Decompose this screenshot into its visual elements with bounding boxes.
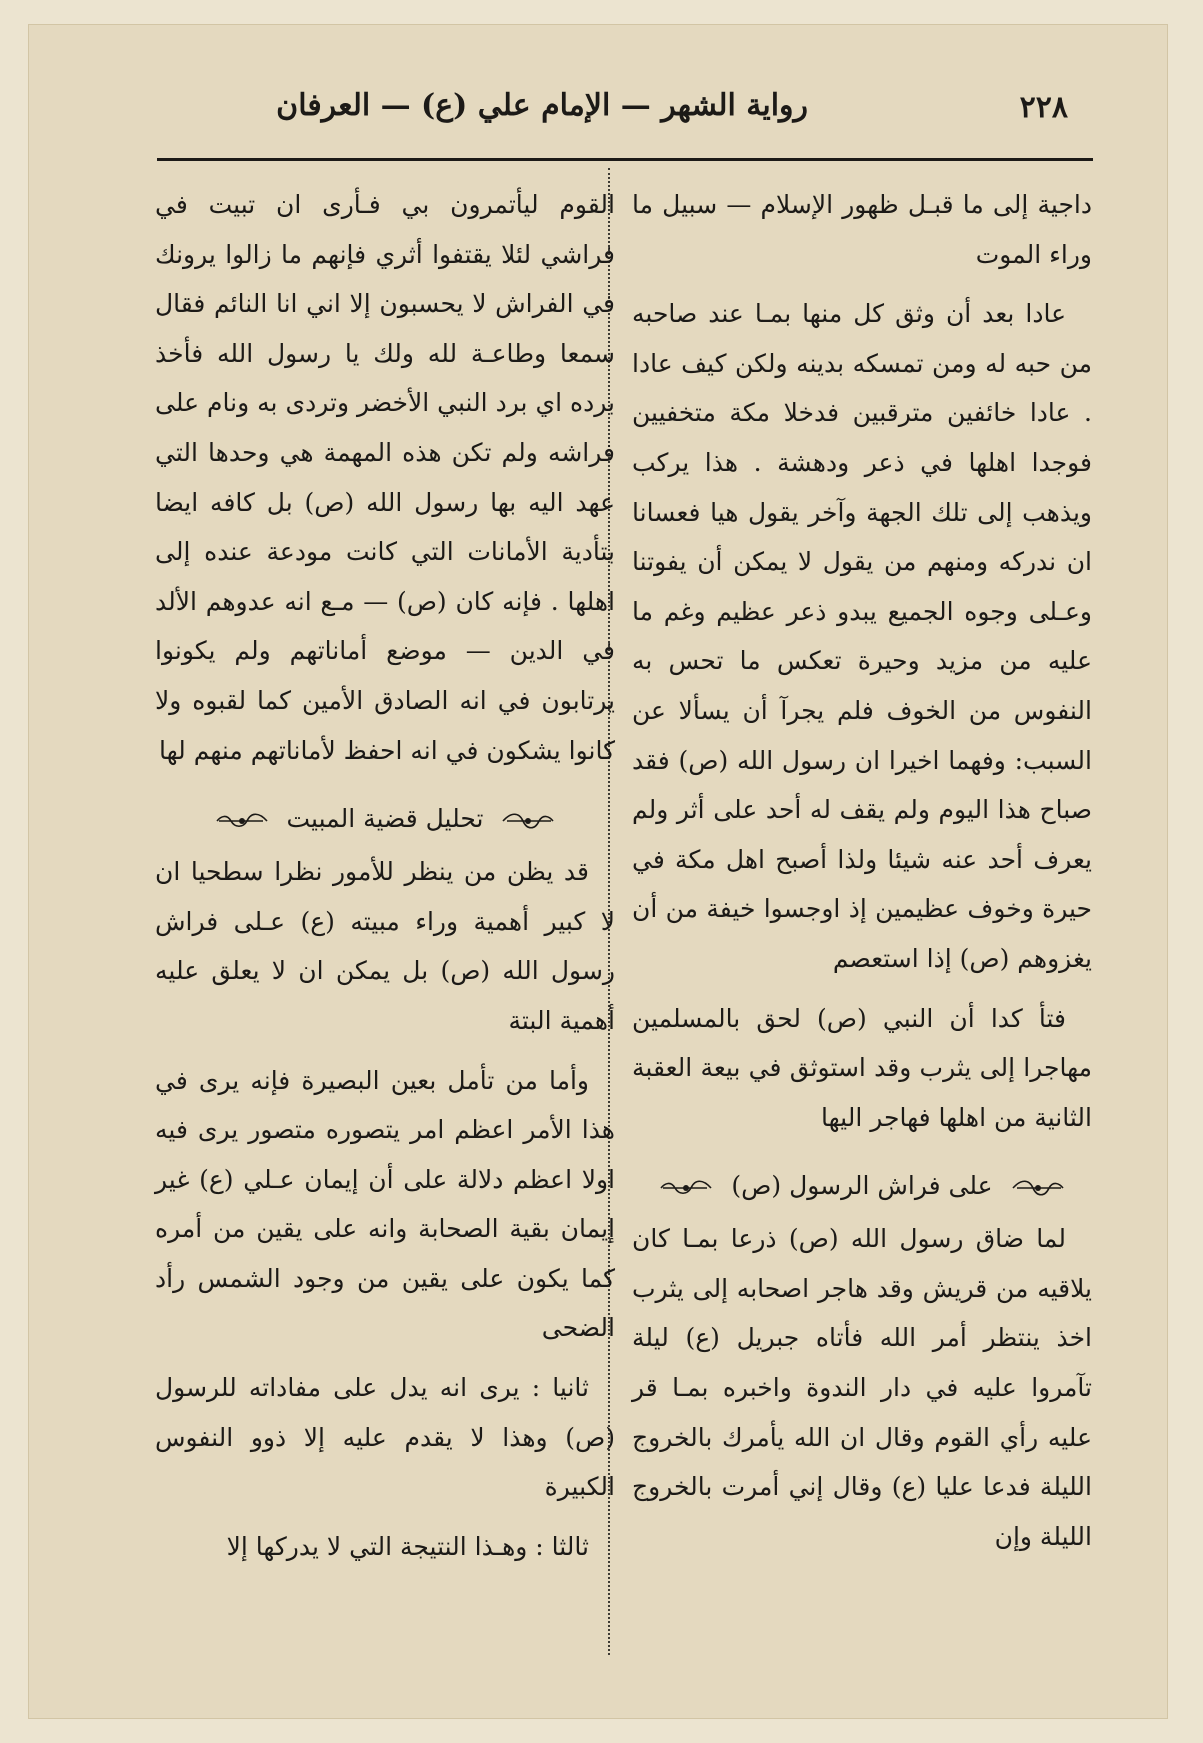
right-column <box>632 180 1092 1561</box>
section-heading-text: تحليل قضية المبيت <box>286 804 484 834</box>
ornament-icon <box>659 1177 713 1199</box>
paragraph: ثالثا : وهـذا النتيجة التي لا يدركها إلا <box>226 1531 589 1561</box>
paragraph: القوم ليأتمرون بي فـأرى ان تبيت في فراشي لئلا يقتفوا أثري فإنهم ما زالوا يرونك في الفراش لا يحسبون إلا اني انا النائم فقال سمعا وطاعـة لله ولك يا رسول الله فأخذ برده اي برد النبي الأخضر وتردى به ونام على فراشه ولم تكن هذه المهمة هي وحدها التي عهد اليه بها رسول الله (ص) بل كافه ايضا بتأدية الأمانات التي كانت مودعة عنده إلى اهلها . فإنه كان (ص) — مـع انه عدوهم الألد في الدين — موضع أماناتهم ولم يكونوا يرتابون في انه الصادق الأمين كما لقبوه ولا كانوا يشكون في انه احفظ لأماناتهم منهم لها <box>155 190 615 765</box>
page-number: ٢٢٨ <box>1019 90 1068 125</box>
paragraph: داجية إلى ما قبـل ظهور الإسلام — سبيل ما وراء الموت <box>632 190 1092 269</box>
paragraph: عادا بعد أن وثق كل منها بمـا عند صاحبه من حبه له ومن تمسكه بدينه ولكن كيف عادا . عادا خائفين مترقبين فدخلا مكة متخفيين فوجدا اهلها في ذعر ودهشة . هذا يركب ويذهب إلى تلك الجهة وآخر يقول هيا فعسانا ان ندركه ومنهم من يقول لا يمكن أن يفوتنا وعـلى وجوه الجميع يبدو ذعر عظيم وغم ما عليه من مزيد وحيرة تعكس ما تحس به النفوس من الخوف فلم يجرآ أن يسألا عن السبب: وفهما اخيرا ان رسول الله (ص) فقد صباح هذا اليوم ولم يقف له أحد على أثر ولم يعرف أحد عنه شيئا ولذا أصبح اهل مكة في حيرة وخوف عظيمين إذ اوجسوا خيفة من أن يغزوهم (ص) إذا استعصم <box>632 299 1092 973</box>
paragraph: لما ضاق رسول الله (ص) ذرعا بمـا كان يلاقيه من قريش وقد هاجر اصحابه إلى يثرب اخذ ينتظر أمر الله فأتاه جبريل (ع) ليلة تآمروا عليه في دار الندوة واخبره بمـا قر عليه رأي القوم وقال ان الله يأمرك بالخروج الليلة فدعا عليا (ع) وقال إني أمرت بالخروج الليلة وإن <box>632 1224 1092 1551</box>
ornament-icon <box>501 810 555 832</box>
page-header <box>132 72 1068 142</box>
paragraph: فتأ كدا أن النبي (ص) لحق بالمسلمين مهاجرا إلى يثرب وقد استوثق في بيعة العقبة الثانية من اهلها فهاجر اليها <box>632 1003 1092 1132</box>
section-heading-text: على فراش الرسول (ص) <box>731 1171 993 1201</box>
paragraph: قد يظن من ينظر للأمور نظرا سطحيا ان لا كبير أهمية وراء مبيته (ع) عـلى فراش رسول الله (ص) بل يمكن ان لا يعلق عليه أهمية البتة <box>155 857 615 1035</box>
ornament-icon <box>215 810 269 832</box>
running-title: رواية الشهر — الإمام علي (ع) — العرفان <box>276 88 808 123</box>
header-rule <box>157 158 1093 161</box>
paragraph: وأما من تأمل بعين البصيرة فإنه يرى في هذا الأمر اعظم امر يتصوره متصور يرى فيه اولا اعظم دلالة على أن إيمان عـلي (ع) غير إيمان بقية الصحابة وانه على يقين من أمره كما يكون على يقين من وجود الشمس رأد الضحى <box>155 1065 615 1343</box>
section-heading <box>632 1164 1092 1208</box>
ornament-icon <box>1011 1177 1065 1199</box>
paragraph: ثانيا : يرى انه يدل على مفاداته للرسول (ص) وهذا لا يقدم عليه إلا ذوو النفوس الكبيرة <box>155 1373 615 1502</box>
left-column <box>155 180 615 1571</box>
section-heading <box>155 797 615 841</box>
